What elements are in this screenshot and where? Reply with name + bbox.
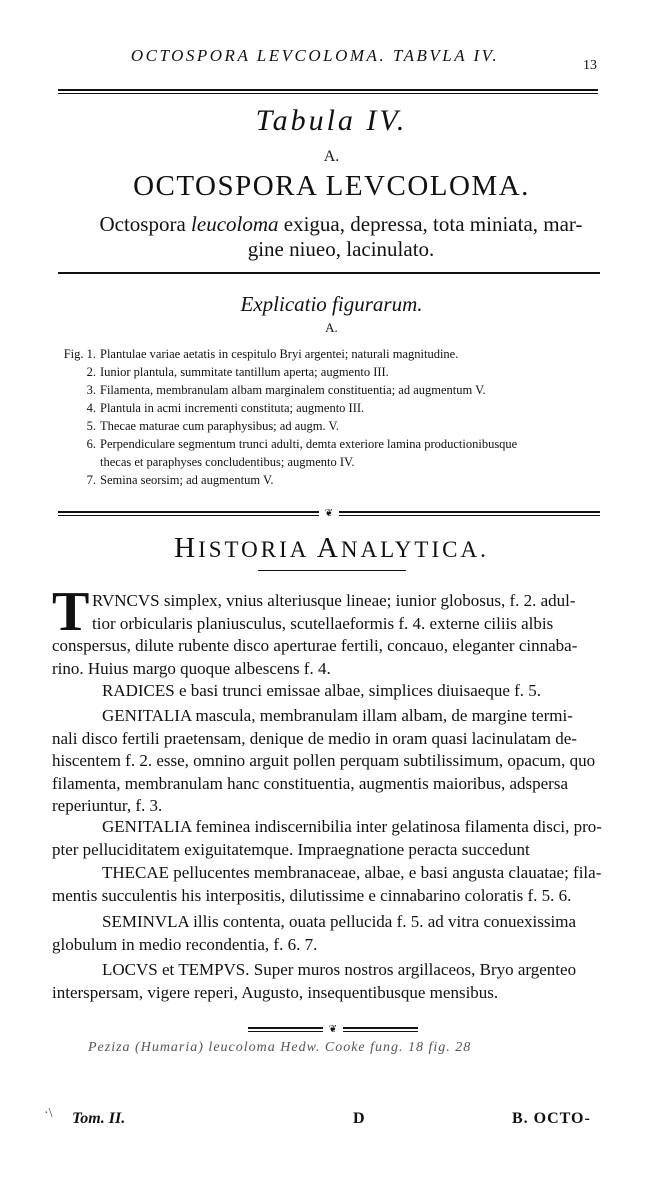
figure-item: 4. Plantula in acmi incrementi constituta; augmento III. [86, 401, 365, 415]
section-heading: HISTORIA ANALYTICA. [174, 532, 489, 564]
paragraph-radices: RADICES e basi trunci emissae albae, simplices diuisaeque f. 5. [102, 681, 542, 700]
header-rule [58, 86, 598, 98]
diagnosis-line-2: gine niueo, lacinulato. [247, 237, 435, 261]
figure-item: 6. Perpendiculare segmentum trunci adulti, demta exteriore lamina productionibusque [86, 437, 518, 451]
plate-letter: A. [323, 148, 340, 165]
paragraph-genitalia-feminea: GENITALIA feminea indiscernibilia inter gelatinosa filamenta disci, pro- pter pelluciditatem exiguitatemque. Impraegnatione peracta succedunt [52, 817, 602, 859]
diagnosis-line-1: Octospora leucoloma exigua, depressa, tota miniata, mar- [99, 212, 583, 236]
explicatio-letter: A. [325, 320, 338, 335]
paragraph-thecae: THECAE pellucentes membranaceae, albae, e basi angusta clauatae; fila- mentis succulentis his interpositis, dilutissime e cinnabarino coloratis f. 5. 6. [52, 863, 602, 905]
signature-mark: D [353, 1110, 365, 1127]
species-title: OCTOSPORA LEVCOLOMA. [133, 170, 530, 202]
drop-cap: T [52, 581, 90, 643]
section-rule [58, 272, 600, 274]
species-diagnosis [96, 212, 586, 262]
plate-title: Tabula IV. [255, 104, 408, 137]
paragraph-seminula: SEMINVLA illis contenta, ouata pellucida f. 5. ad vitra conuexissima globulum in medio recondentia, f. 6. 7. [52, 912, 576, 954]
page-number: 13 [583, 58, 597, 73]
figure-item: 5. Thecae maturae cum paraphysibus; ad augm. V. [86, 419, 340, 433]
handwritten-annotation: Peziza (Humaria) leucoloma Hedw. Cooke fung. 18 fig. 28 [88, 1040, 472, 1055]
fleuron-icon: ❦ [319, 509, 339, 519]
heading-underline [258, 570, 406, 571]
running-head: OCTOSPORA LEVCOLOMA. TABVLA IV. [130, 46, 500, 65]
volume-label: Tom. II. [72, 1110, 126, 1127]
paragraph-locus-tempus: LOCVS et TEMPVS. Super muros nostros argillaceos, Bryo argenteo interspersam, vigere reperi, Augusto, insequentibusque mensibus. [52, 960, 577, 1002]
figure-item: 7. Semina seorsim; ad augmentum V. [86, 473, 274, 487]
fleuron-icon: ❦ [323, 1025, 343, 1035]
paragraph-truncus: RVNCVS simplex, vnius alteriusque lineae; iunior globosus, f. 2. adul- tior orbicularis planiusculus, scutellaeformis f. 4. externe ciliis albis conspersus, dilute rubente disco aperturae fertili, concauo, eleganter cinnaba- rino. Huius margo quoque albescens f. 4. [52, 591, 578, 678]
tailpiece-ornament [248, 1024, 418, 1036]
margin-mark: ·\ [44, 1106, 53, 1121]
catchword: B. OCTO- [512, 1110, 591, 1127]
ornamental-rule [58, 508, 600, 520]
figure-item: 2. Iunior plantula, summitate tantillum aperta; augmento III. [86, 365, 389, 379]
figure-list [56, 345, 616, 489]
figure-item: 3. Filamenta, membranulam albam marginalem constituentia; ad augmentum V. [86, 383, 486, 397]
figure-item-continued: thecas et paraphyses concludentibus; augmento IV. [100, 455, 355, 469]
paragraph-genitalia-mascula: GENITALIA mascula, membranulam illam albam, de margine termi- nali disco fertili praetensam, denique de medio in oram quasi lacinulatam de- hiscentem f. 2. esse, omnino arguit pollen perquam subtilissimum, opacum, quo filamenta, membranulam hanc constituentia, augmentis maioribus, adspersa reperiuntur, f. 3. [52, 706, 596, 815]
explicatio-title: Explicatio figurarum. [240, 292, 423, 316]
figure-item: Fig. 1. Plantulae variae aetatis in cespitulo Bryi argentei; naturali magnitudine. [63, 347, 459, 361]
